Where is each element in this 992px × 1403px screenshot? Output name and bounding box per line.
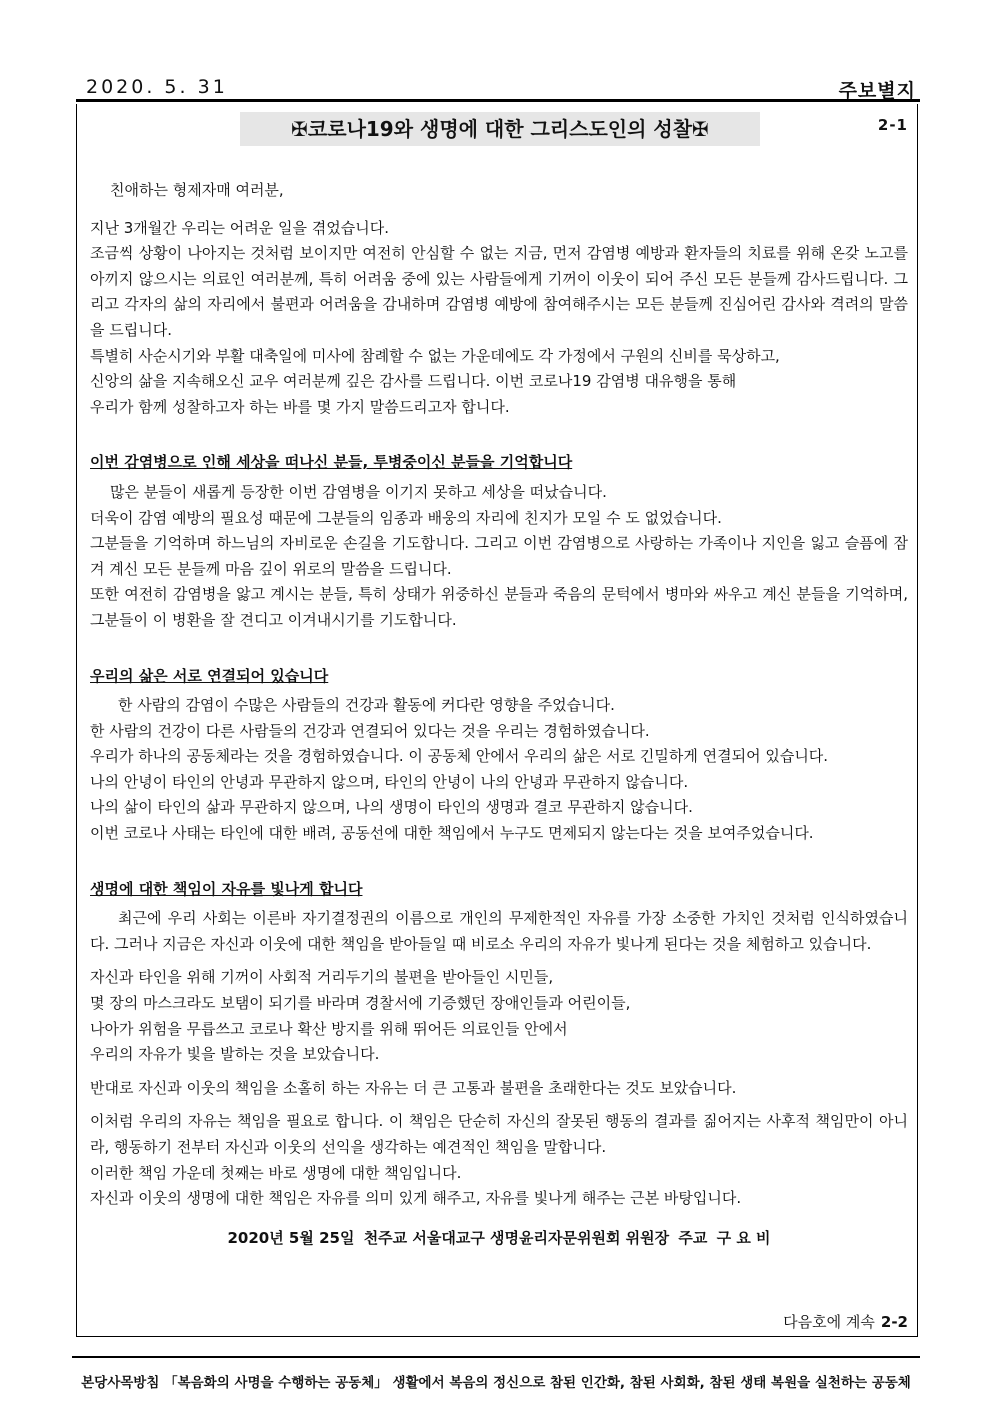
section-line: 이러한 책임 가운데 첫째는 바로 생명에 대한 책임입니다. <box>90 1163 462 1182</box>
section-line: 더욱이 감염 예방의 필요성 때문에 그분들의 임종과 배웅의 자리에 친지가 모일 수 도 없었습니다. <box>90 508 722 527</box>
page-title: ✠코로나19와 생명에 대한 그리스도인의 성찰✠ <box>240 112 760 146</box>
header-divider <box>76 99 920 102</box>
section-line: 나아가 위험을 무릅쓰고 코로나 확산 방지를 위해 뛰어든 의료인들 안에서 <box>90 1019 568 1038</box>
section-line: 나의 삶이 타인의 삶과 무관하지 않으며, 나의 생명이 타인의 생명과 결코 무관하지 않습니다. <box>90 798 693 817</box>
signature-title: 주교 <box>678 1228 708 1247</box>
page-number: 2-1 <box>877 116 908 134</box>
signature-org: 천주교 서울대교구 생명윤리자문위원회 위원장 <box>363 1228 670 1247</box>
footer-motto: 본당사목방침 「복음화의 사명을 수행하는 공동체」 생활에서 복음의 정신으로 참된 인간화, 참된 사회화, 참된 생태 복원을 실천하는 공동체 <box>81 1375 911 1391</box>
section-line: 또한 여전히 감염병을 앓고 계시는 분들, 특히 상태가 위중하신 분들과 죽음의 문턱에서 병마와 싸우고 계신 분들을 기억하며, 그분들이 이 병환을 잘 견디고 이겨내시기를 기도합니다. <box>90 585 908 629</box>
section-line: 나의 안녕이 타인의 안녕과 무관하지 않으며, 타인의 안녕이 나의 안녕과 무관하지 않습니다. <box>90 772 689 791</box>
section-line: 많은 분들이 새롭게 등장한 이번 감염병을 이기지 못하고 세상을 떠났습니다. <box>110 482 607 501</box>
section-line: 자신과 이웃의 생명에 대한 책임은 자유를 의미 있게 해주고, 자유를 빛나게 해주는 근본 바탕입니다. <box>90 1189 742 1208</box>
section-heading-connected: 우리의 삶은 서로 연결되어 있습니다 <box>90 666 329 685</box>
intro-line: 우리가 함께 성찰하고자 하는 바를 몇 가지 말씀드리고자 합니다. <box>90 397 510 416</box>
section-line: 이번 코로나 사태는 타인에 대한 배려, 공동선에 대한 책임에서 누구도 면제되지 않는다는 것을 보여주었습니다. <box>90 824 814 843</box>
greeting: 친애하는 형제자매 여러분, <box>110 181 284 199</box>
section-heading-responsibility: 생명에 대한 책임이 자유를 빛나게 합니다 <box>90 879 363 898</box>
section-line: 그분들을 기억하며 하느님의 자비로운 손길을 기도합니다. 그리고 이번 감염병으로 사랑하는 가족이나 지인을 잃고 슬픔에 잠겨 계신 모든 분들께 마음 깊이 위로의 말씀을 드립니다. <box>90 534 908 578</box>
continue-text: 다음호에 계속 <box>783 1313 875 1331</box>
header-date: 2020. 5. 31 <box>86 76 228 98</box>
section-paragraph: 최근에 우리 사회는 이른바 자기결정권의 이름으로 개인의 무제한적인 자유를 가장 소중한 가치인 것처럼 인식하였습니다. 그러나 지금은 자신과 이웃에 대한 책임을 받아들일 때 비로소 우리의 자유가 빛나게 된다는 것을 체험하고 있습니다. <box>90 909 908 953</box>
section-line: 한 사람의 감염이 수많은 사람들의 건강과 활동에 커다란 영향을 주었습니다. <box>118 696 615 715</box>
section-line: 반대로 자신과 이웃의 책임을 소홀히 하는 자유는 더 큰 고통과 불편을 초래한다는 것도 보았습니다. <box>90 1078 737 1097</box>
signature-date: 2020년 5월 25일 <box>227 1228 355 1247</box>
signature <box>90 1226 908 1252</box>
section-heading-memory: 이번 감염병으로 인해 세상을 떠나신 분들, 투병중이신 분들을 기억합니다 <box>90 453 573 472</box>
section-line: 한 사람의 건강이 다른 사람들의 건강과 연결되어 있다는 것을 우리는 경험하였습니다. <box>90 721 650 740</box>
intro-line: 신앙의 삶을 지속해오신 교우 여러분께 깊은 감사를 드립니다. 이번 코로나19 감염병 대유행을 통해 <box>90 372 737 391</box>
footer-divider <box>72 1356 920 1358</box>
header-label: 주보별지 <box>838 80 916 102</box>
section-line: 몇 장의 마스크라도 보탬이 되기를 바라며 경찰서에 기증했던 장애인들과 어린이들, <box>90 994 631 1013</box>
section-paragraph: 이처럼 우리의 자유는 책임을 필요로 합니다. 이 책임은 단순히 자신의 잘못된 행동의 결과를 짊어지는 사후적 책임만이 아니라, 행동하기 전부터 자신과 이웃의 선익을 생각하는 예견적인 책임을 말합니다. <box>90 1112 908 1156</box>
section-line: 자신과 타인을 위해 기꺼이 사회적 거리두기의 불편을 받아들인 시민들, <box>90 968 554 987</box>
section-line: 우리의 자유가 빛을 발하는 것을 보았습니다. <box>90 1045 380 1064</box>
article-body <box>90 178 908 1251</box>
signature-name: 구 요 비 <box>716 1228 771 1247</box>
intro-line: 지난 3개월간 우리는 어려운 일을 겪었습니다. <box>90 218 389 237</box>
section-line: 우리가 하나의 공동체라는 것을 경험하였습니다. 이 공동체 안에서 우리의 삶은 서로 긴밀하게 연결되어 있습니다. <box>90 747 829 766</box>
intro-paragraph: 조금씩 상황이 나아지는 것처럼 보이지만 여전히 안심할 수 없는 지금, 먼저 감염병 예방과 환자들의 치료를 위해 온갖 노고를 아끼지 않으시는 의료인 여러분께, 특히 어려움 중에 있는 사람들에게 기꺼이 이웃이 되어 주신 모든 분들께 감사드립니다. 그리고 각자의 삶의 자리에서 불편과 어려움을 감내하며 감염병 예방에 참여해주시는 모든 분들께 진심어린 감사와 격려의 말씀을 드립니다. <box>90 244 908 339</box>
continue-number: 2-2 <box>880 1313 908 1331</box>
continue-note <box>783 1311 908 1332</box>
intro-line: 특별히 사순시기와 부활 대축일에 미사에 참례할 수 없는 가운데에도 각 가정에서 구원의 신비를 묵상하고, <box>90 346 780 365</box>
